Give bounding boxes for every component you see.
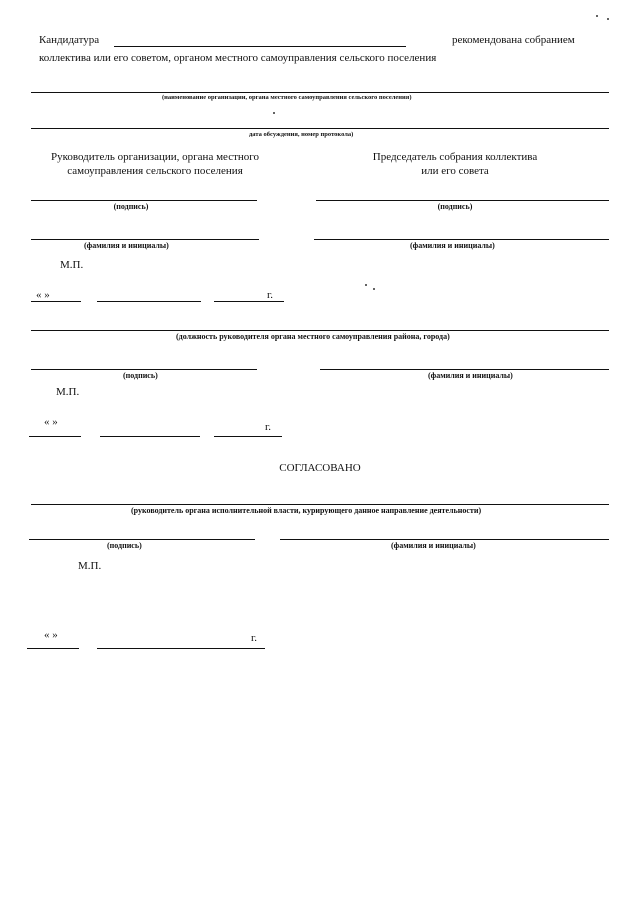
left-title-line1: Руководитель организации, органа местного xyxy=(50,151,260,163)
left-signature-line[interactable] xyxy=(31,200,257,201)
date-quotes-1: « » xyxy=(36,289,50,301)
date-month-line-2[interactable] xyxy=(100,436,200,437)
recommended-label: рекомендована собранием xyxy=(452,34,575,46)
org-name-line[interactable] xyxy=(31,92,609,93)
approval-head-line[interactable] xyxy=(31,504,609,505)
date-year-line-1[interactable] xyxy=(214,301,284,302)
right-title-line1: Председатель собрания коллектива xyxy=(372,151,538,163)
candidate-name-line[interactable] xyxy=(114,46,406,47)
approval-title: СОГЛАСОВАНО xyxy=(279,462,361,474)
year-suffix-3: г. xyxy=(251,632,258,644)
scan-speck xyxy=(273,112,275,114)
right-name-caption: (фамилия и инициалы) xyxy=(410,241,495,250)
name-caption-2: (фамилия и инициалы) xyxy=(428,371,513,380)
scan-speck xyxy=(365,284,367,286)
seal-mark-2: М.П. xyxy=(56,386,80,398)
right-title-line2: или его совета xyxy=(421,165,489,177)
discussion-line[interactable] xyxy=(31,128,609,129)
right-name-line[interactable] xyxy=(314,239,609,240)
sign-caption-2: (подпись) xyxy=(123,371,158,380)
date-quotes-3: « » xyxy=(44,629,58,641)
scan-speck xyxy=(607,18,609,20)
date-month-year-line-3[interactable] xyxy=(97,648,265,649)
position-caption: (должность руководителя органа местного самоуправления района, города) xyxy=(176,332,450,341)
collective-line: коллектива или его советом, органом местного самоуправления сельского поселения xyxy=(39,52,437,64)
seal-mark-1: М.П. xyxy=(60,259,84,271)
candidacy-label: Кандидатура xyxy=(39,34,100,46)
signature-line-2[interactable] xyxy=(31,369,257,370)
discussion-caption: дата обсуждения, номер протокола) xyxy=(249,131,354,138)
scan-speck xyxy=(596,15,598,17)
name-line-2[interactable] xyxy=(320,369,609,370)
left-name-line[interactable] xyxy=(31,239,259,240)
left-title-line2: самоуправления сельского поселения xyxy=(67,165,243,177)
right-signature-line[interactable] xyxy=(316,200,609,201)
approval-name-caption: (фамилия и инициалы) xyxy=(391,541,476,550)
seal-mark-3: М.П. xyxy=(78,560,102,572)
date-year-line-2[interactable] xyxy=(214,436,282,437)
org-name-caption: (наименование организации, органа местного самоуправления сельского поселения) xyxy=(162,94,412,101)
scan-speck xyxy=(373,288,375,290)
date-day-line-1[interactable] xyxy=(31,301,81,302)
year-suffix-2: г. xyxy=(265,421,272,433)
left-name-caption: (фамилия и инициалы) xyxy=(84,241,169,250)
date-day-line-3[interactable] xyxy=(27,648,79,649)
approval-signature-line[interactable] xyxy=(29,539,255,540)
position-line[interactable] xyxy=(31,330,609,331)
date-day-line-2[interactable] xyxy=(29,436,81,437)
left-sign-caption: (подпись) xyxy=(113,202,149,211)
year-suffix-1: г. xyxy=(267,289,274,301)
approval-name-line[interactable] xyxy=(280,539,609,540)
approval-head-caption: (руководитель органа исполнительной власти, курирующего данное направление деятельности) xyxy=(131,506,482,515)
date-quotes-2: « » xyxy=(44,416,58,428)
approval-sign-caption: (подпись) xyxy=(107,541,142,550)
date-month-line-1[interactable] xyxy=(97,301,201,302)
right-sign-caption: (подпись) xyxy=(437,202,473,211)
